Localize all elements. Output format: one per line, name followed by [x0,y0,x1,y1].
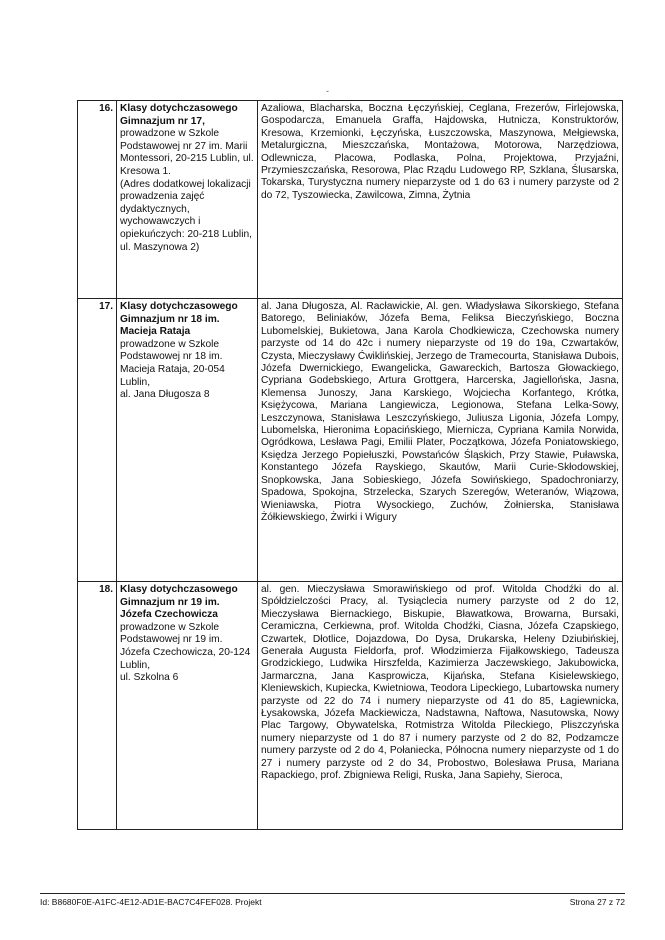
streets-cell: Azaliowa, Blacharska, Boczna Łęczyńskiej, Ceglana, Frezerów, Firlejowska, Gospodarcza, Emanuela Graffa, Hajdowska, Hutnicza, Konstruktorów, Kresowa, Krzemionki, Łęczyńska, Łuszczowska, Maszynowa, Mełgiewska, Metalurgiczna, Mieszczańska, Montażowa, Motorowa, Narzędziowa, Odlewnicza, Placowa, Podlaska, Polna, Projektowa, Przyjaźni, Przymieszczańska, Resorowa, Plac Rządu Ludowego RP, Szklana, Ślusarska, Tokarska, Turystyczna numery nieparzyste od 1 do 63 i numery parzyste od 2 do 72, Tyszowiecka, Zawilcowa, Zimna, Żytnia [258,101,623,299]
school-description: prowadzone w Szkole Podstawowej nr 27 im. Marii Montessori, 20-215 Lublin, ul. Kresowa 1. (Adres dodatkowej lokalizacji prowadzenia zajęć dydaktycznych, wychowawczych i opiekuńczych: 20-218 Lublin, ul. Maszynowa 2) [120,128,254,253]
table-row [78,101,623,299]
row-number: 16. [78,101,117,299]
page-top-mark: - [326,86,329,96]
school-name: Klasy dotychczasowego Gimnazjum nr 18 im. Macieja Rataja [120,301,238,338]
row-number: 17. [78,299,117,582]
streets-cell: al. gen. Mieczysława Smorawińskiego od prof. Witolda Chodźki do al. Spółdzielczości Pracy, al. Tysiąclecia numery parzyste od 2 do 12, Mieczysława Biernackiego, Biskupie, Bławatkowa, Browarna, Bursaki, Ceramiczna, Cerkiewna, prof. Witolda Chodźki, Ciasna, Józefa Czapskiego, Czwartek, Dłotlice, Dojazdowa, Do Dysa, Drukarska, Heleny Dziubińskiej, Generała Augusta Fieldorfa, prof. Włodzimierza Fijałkowskiego, Tadeusza Grodzickiego, Ludwika Hirszfelda, Kazimierza Jaczewskiego, Jakubowicka, Jarmarczna, Jana Kasprowicza, Kijańska, Stefana Kisielewskiego, Kleniewskich, Kupiecka, Kwietniowa, Teodora Lipeckiego, Lubartowska numery parzyste od 22 do 74 i numery nieparzyste od 41 do 85, Łagiewnicka, Łysakowska, Józefa Mackiewicza, Nadstawna, Naftowa, Nasutowska, Nowy Plac Targowy, Obywatelska, Rotmistrza Witolda Pileckiego, Pliszczyńska numery nieparzyste od 1 do 87 i numery parzyste od 2 do 82, Podzamcze numery parzyste od 2 do 4, Połaniecka, Północna numery nieparzyste od 1 do 27 i numery parzyste od 2 do 34, Probostwo, Bolesława Prusa, Mariana Rapackiego, prof. Zbigniewa Religi, Ruska, Jana Sapiehy, Sieroca, [258,582,623,830]
school-cell [117,101,258,299]
page-number: Strona 27 z 72 [569,897,625,907]
school-name: Klasy dotychczasowego Gimnazjum nr 17, [120,103,238,127]
row-number: 18. [78,582,117,830]
school-cell [117,299,258,582]
school-name: Klasy dotychczasowego Gimnazjum nr 19 im. Józefa Czechowicza [120,584,238,621]
table-row [78,582,623,830]
streets-cell: al. Jana Długosza, Al. Racławickie, Al. gen. Władysława Sikorskiego, Stefana Batorego, Beliniaków, Józefa Bema, Feliksa Bieczyńskiego, Boczna Lubomelskiej, Bukietowa, Jana Karola Chodkiewicza, Czechowska numery parzyste od 14 do 42c i numery nieparzyste od 19 do 19a, Czwartaków, Czysta, Mieczysławy Ćwiklińskiej, Jerzego de Tramecourta, Stanisława Dubois, Józefa Dwernickiego, Ewangelicka, Gawareckich, Bartosza Głowackiego, Cypriana Godebskiego, Artura Grottgera, Harcerska, Jagiellońska, Jasna, Klemensa Junoszy, Jana Karskiego, Wojciecha Korfantego, Krótka, Księżycowa, Mariana Langiewicza, Legionowa, Stefana Lelka-Sowy, Leszczynowa, Stanisława Leszczyńskiego, Juliusza Ligonia, Józefa Lompy, Lubomelska, Hieronima Łopacińskiego, Miernicza, Cypriana Kamila Norwida, Ogródkowa, Lesława Pagi, Emilii Plater, Początkowa, Józefa Poniatowskiego, Księdza Jerzego Popiełuszki, Powstańców Śląskich, Przy Stawie, Puławska, Konstantego Józefa Rayskiego, Skautów, Marii Curie-Skłodowskiej, Snopkowska, Jana Sobieskiego, Józefa Sowińskiego, Spadochroniarzy, Spadowa, Spokojna, Strzelecka, Szarych Szeregów, Weteranów, Wiązowa, Wieniawska, Piotra Wysockiego, Zuchów, Żołnierska, Stanisława Żółkiewskiego, Żwirki i Wigury [258,299,623,582]
page-footer [40,893,625,907]
district-table [77,100,623,830]
table-row [78,299,623,582]
school-description: prowadzone w Szkole Podstawowej nr 18 im. Macieja Rataja, 20-054 Lublin, al. Jana Długosza 8 [120,338,225,401]
school-description: prowadzone w Szkole Podstawowej nr 19 im. Józefa Czechowicza, 20-124 Lublin, ul. Szkolna 6 [120,621,251,684]
school-cell [117,582,258,830]
document-id: Id: B8680F0E-A1FC-4E12-AD1E-BAC7C4FEF028. Projekt [40,897,262,907]
